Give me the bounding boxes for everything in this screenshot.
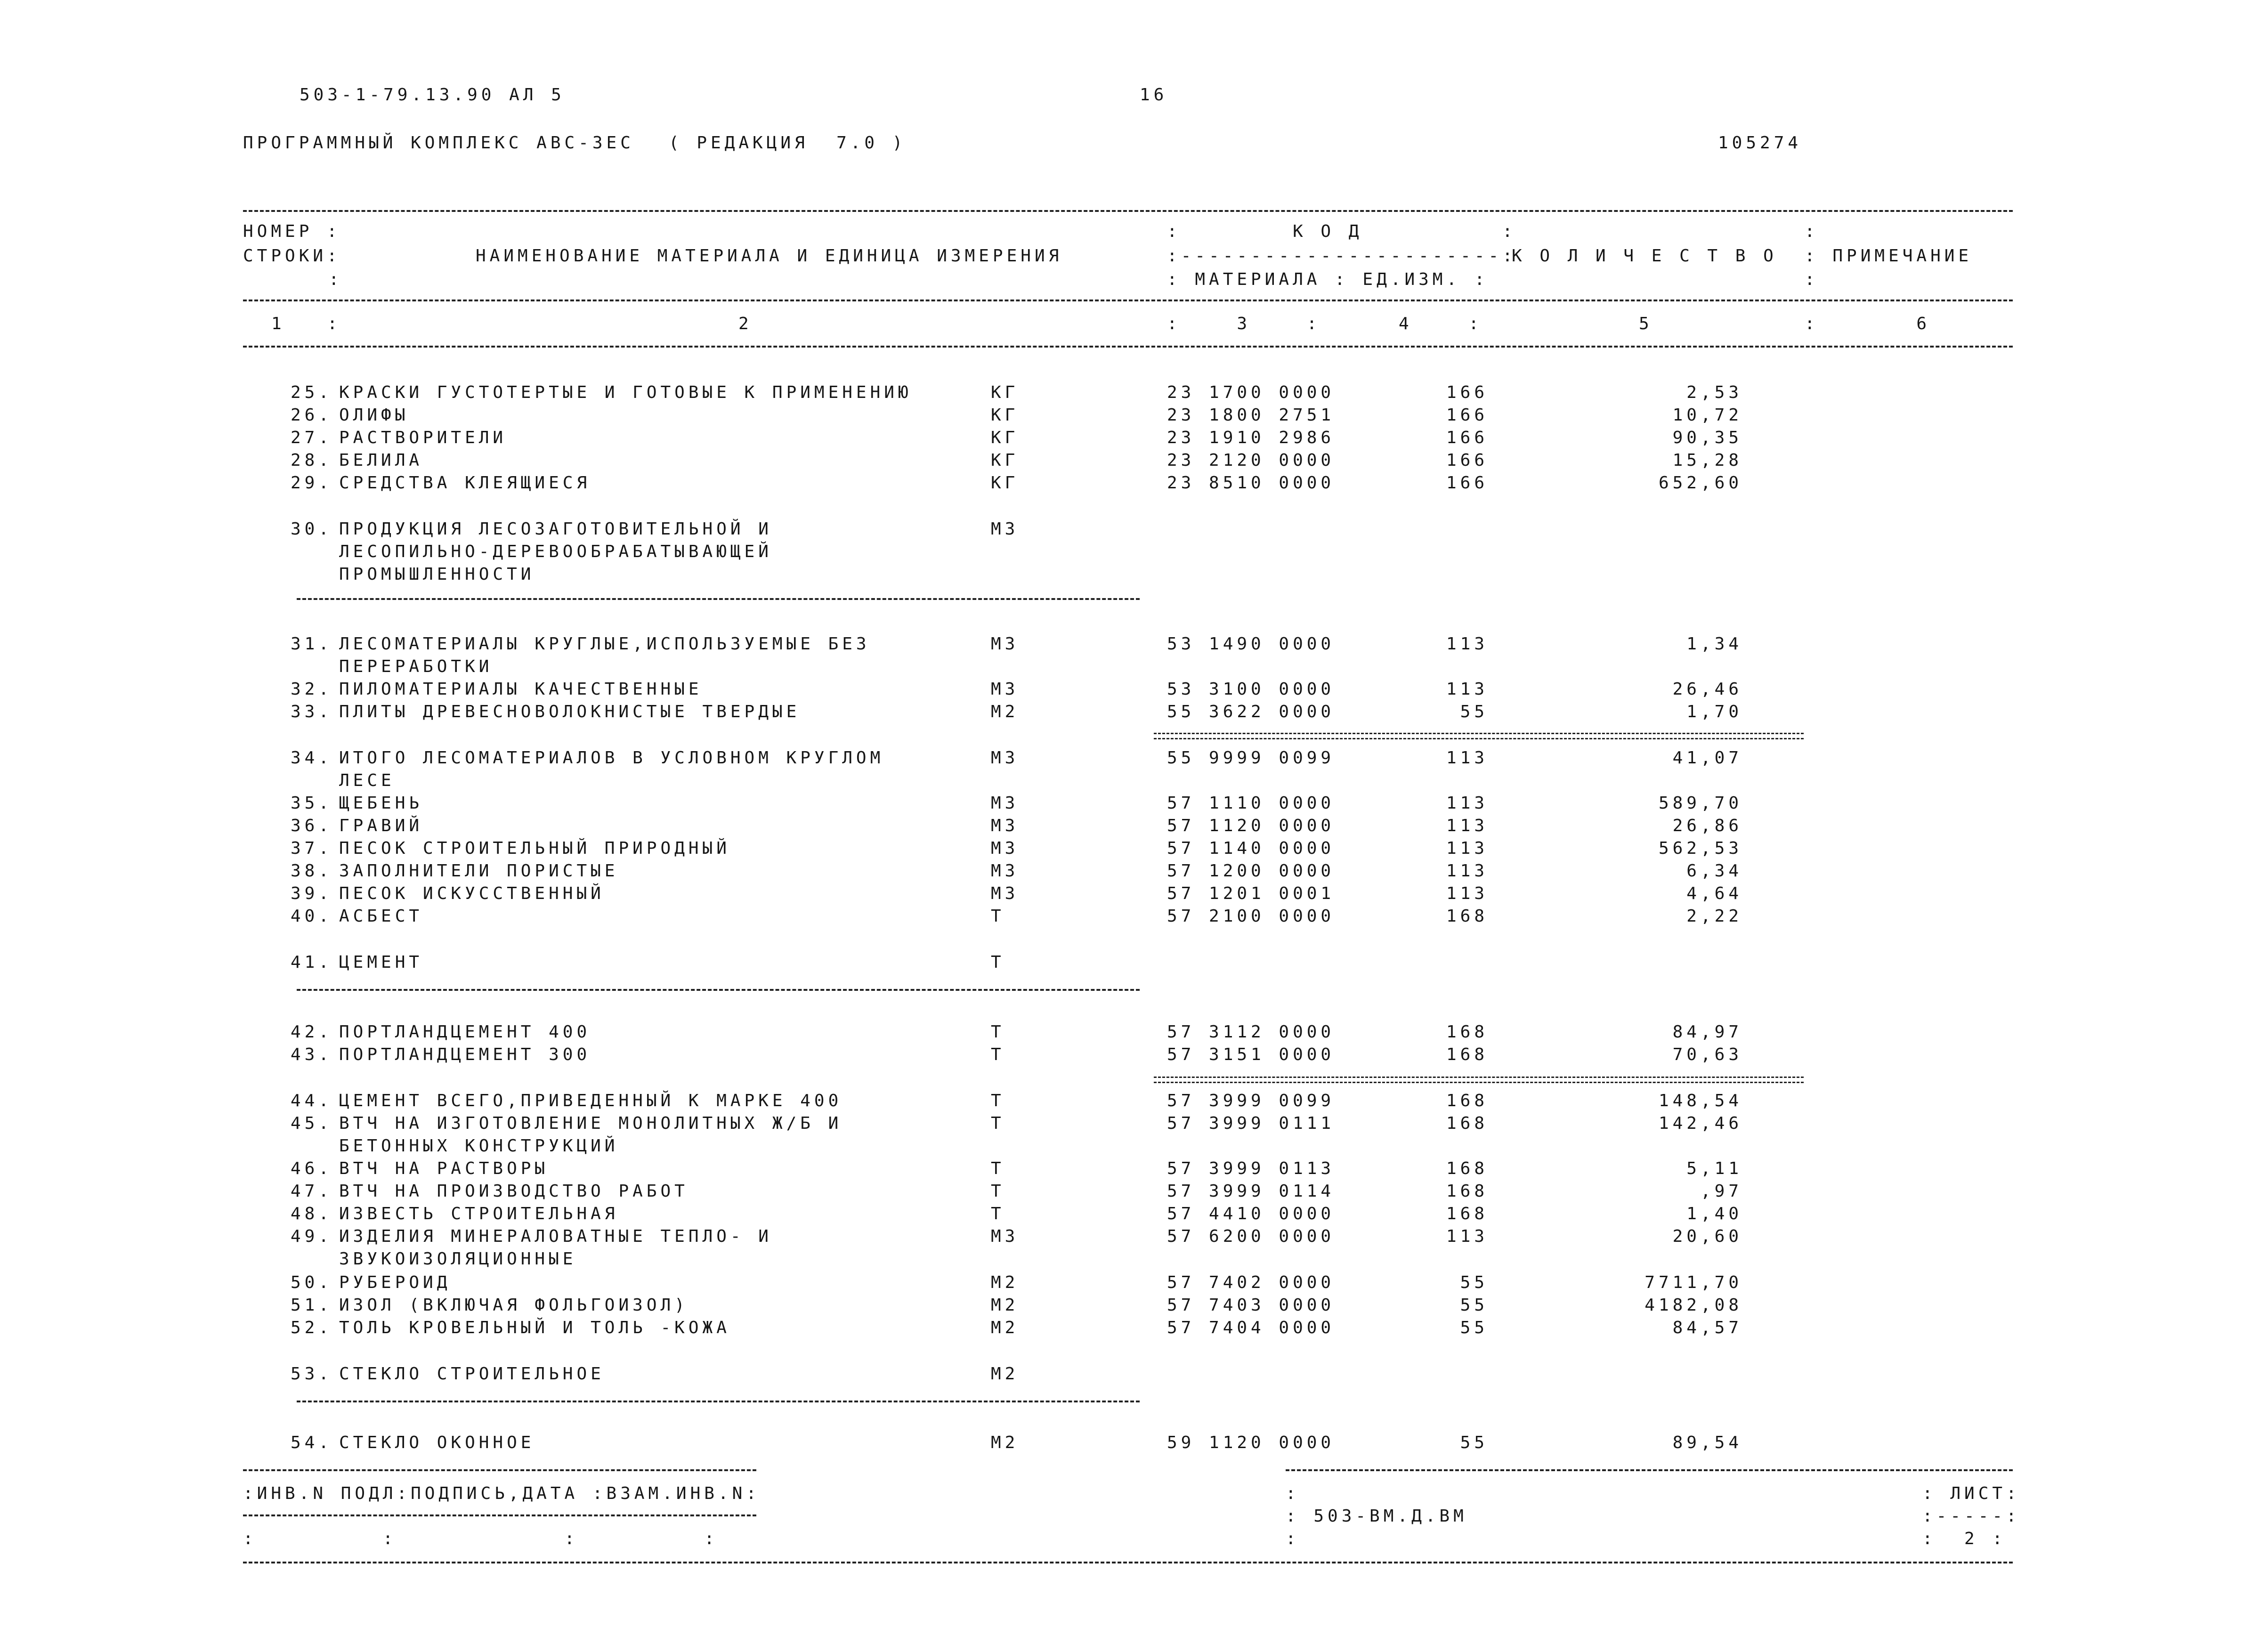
unit-code: 166	[1446, 383, 1488, 402]
doc-block-colon-top: :	[1286, 1484, 1300, 1503]
row-number: 39.	[290, 884, 332, 903]
unit-of-measure: М3	[991, 634, 1019, 654]
material-code: 23 1800 2751	[1167, 405, 1335, 425]
unit-of-measure: М3	[991, 1227, 1019, 1246]
material-code: 23 1910 2986	[1167, 428, 1335, 447]
row-number: 26.	[290, 405, 332, 425]
row-number: 52.	[290, 1318, 332, 1337]
material-code: 57 3151 0000	[1167, 1045, 1335, 1064]
table-top-rule	[243, 210, 2013, 212]
unit-of-measure: КГ	[991, 428, 1019, 447]
stamp-top-rule	[243, 1469, 756, 1471]
page-number: 16	[1140, 85, 1168, 105]
column-number-4: 4 :	[1399, 314, 1483, 333]
unit-of-measure: М3	[991, 748, 1019, 768]
unit-code: 113	[1446, 861, 1488, 881]
material-name: ВТЧ НА ИЗГОТОВЛЕНИЕ МОНОЛИТНЫХ Ж/Б И	[339, 1114, 842, 1133]
quantity-value: 148,54	[1658, 1091, 1742, 1110]
quantity-value: 4,64	[1686, 884, 1742, 903]
material-name-header: НАИМЕНОВАНИЕ МАТЕРИАЛА И ЕДИНИЦА ИЗМЕРЕНИЯ	[476, 246, 1063, 266]
material-code: 53 1490 0000	[1167, 634, 1335, 654]
material-name: ЗАПОЛНИТЕЛИ ПОРИСТЫЕ	[339, 861, 619, 881]
material-code: 53 3100 0000	[1167, 680, 1335, 699]
material-code: 57 7402 0000	[1167, 1273, 1335, 1292]
program-edition: ( РЕДАКЦИЯ 7.0 )	[669, 133, 907, 153]
code-number: 105274	[1718, 133, 1802, 153]
quantity-value: 589,70	[1658, 794, 1742, 813]
material-name: ПЛИТЫ ДРЕВЕСНОВОЛОКНИСТЫЕ ТВЕРДЫЕ	[339, 702, 801, 721]
page-bottom-rule	[243, 1562, 2013, 1563]
material-name: ПРОДУКЦИЯ ЛЕСОЗАГОТОВИТЕЛЬНОЙ И	[339, 519, 772, 539]
row-number: 42.	[290, 1022, 332, 1042]
unit-of-measure: КГ	[991, 451, 1019, 470]
row-number: 49.	[290, 1227, 332, 1246]
sheet-separator: :-----:	[1922, 1506, 2020, 1526]
material-name-continuation: ЛЕСЕ	[339, 771, 395, 790]
unit-of-measure: КГ	[991, 405, 1019, 425]
material-code: 57 3999 0099	[1167, 1091, 1335, 1110]
document-designation: : 503-ВМ.Д.ВМ	[1286, 1506, 1467, 1526]
row-number: 38.	[290, 861, 332, 881]
material-name: ЛЕСОМАТЕРИАЛЫ КРУГЛЫЕ,ИСПОЛЬЗУЕМЫЕ БЕЗ	[339, 634, 870, 654]
quantity-value: 41,07	[1672, 748, 1742, 768]
unit-code: 168	[1446, 1182, 1488, 1201]
row-number: 34.	[290, 748, 332, 768]
unit-code: 55	[1460, 1273, 1488, 1292]
material-name: ИЗДЕЛИЯ МИНЕРАЛОВАТНЫЕ ТЕПЛО- И	[339, 1227, 772, 1246]
unit-code: 113	[1446, 884, 1488, 903]
material-name: ЩЕБЕНЬ	[339, 794, 423, 813]
material-code: 57 7404 0000	[1167, 1318, 1335, 1337]
quantity-value: 2,22	[1686, 907, 1742, 926]
note-header-top-colon: :	[1805, 222, 1819, 241]
row-number: 44.	[290, 1091, 332, 1110]
unit-of-measure: М2	[991, 1364, 1019, 1384]
quantity-value: 10,72	[1672, 405, 1742, 425]
row-number: 35.	[290, 794, 332, 813]
stamp-cells: : : : :	[243, 1529, 718, 1548]
material-name: АСБЕСТ	[339, 907, 423, 926]
row-number: 36.	[290, 816, 332, 835]
material-name: СТЕКЛО СТРОИТЕЛЬНОЕ	[339, 1364, 605, 1384]
material-code: 57 3999 0114	[1167, 1182, 1335, 1201]
unit-of-measure: Т	[991, 1114, 1005, 1133]
quantity-value: 15,28	[1672, 451, 1742, 470]
unit-of-measure: М3	[991, 861, 1019, 881]
row-number-header-1: НОМЕР :	[243, 222, 341, 241]
unit-code: 166	[1446, 428, 1488, 447]
unit-code: 113	[1446, 1227, 1488, 1246]
unit-of-measure: М3	[991, 680, 1019, 699]
unit-code: 168	[1446, 1022, 1488, 1042]
row-number: 46.	[290, 1159, 332, 1178]
code-header-top: : К О Д :	[1167, 222, 1516, 241]
unit-of-measure: Т	[991, 1022, 1005, 1042]
row-number-header-2: СТРОКИ:	[243, 246, 341, 266]
row-number: 53.	[290, 1364, 332, 1384]
unit-of-measure: М2	[991, 702, 1019, 721]
row-number: 37.	[290, 839, 332, 858]
row-number: 32.	[290, 680, 332, 699]
document-code: 503-1-79.13.90 АЛ 5	[300, 85, 565, 105]
unit-of-measure: М3	[991, 519, 1019, 539]
row-number: 48.	[290, 1204, 332, 1223]
unit-code: 166	[1446, 405, 1488, 425]
material-name: ПОРТЛАНДЦЕМЕНТ 400	[339, 1022, 591, 1042]
material-name: ПОРТЛАНДЦЕМЕНТ 300	[339, 1045, 591, 1064]
unit-of-measure: М3	[991, 816, 1019, 835]
column-number-1: 1 :	[271, 314, 341, 333]
material-name: ПИЛОМАТЕРИАЛЫ КАЧЕСТВЕННЫЕ	[339, 680, 703, 699]
material-code: 57 3999 0111	[1167, 1114, 1335, 1133]
unit-code: 113	[1446, 748, 1488, 768]
row-number: 51.	[290, 1296, 332, 1315]
material-name: ВТЧ НА ПРОИЗВОДСТВО РАБОТ	[339, 1182, 689, 1201]
unit-of-measure: Т	[991, 953, 1005, 972]
quantity-value: 20,60	[1672, 1227, 1742, 1246]
material-name-continuation: ПРОМЫШЛЕННОСТИ	[339, 565, 535, 584]
unit-code: 168	[1446, 1114, 1488, 1133]
row-number: 40.	[290, 907, 332, 926]
material-name-continuation: БЕТОННЫХ КОНСТРУКЦИЙ	[339, 1136, 619, 1156]
header-rule	[243, 300, 2013, 301]
quantity-value: ,97	[1700, 1182, 1742, 1201]
quantity-value: 90,35	[1672, 428, 1742, 447]
material-code: 55 3622 0000	[1167, 702, 1335, 721]
stamp-mid-rule	[243, 1514, 756, 1516]
material-name: ПЕСОК СТРОИТЕЛЬНЫЙ ПРИРОДНЫЙ	[339, 839, 730, 858]
quantity-value: 5,11	[1686, 1159, 1742, 1178]
row-number: 31.	[290, 634, 332, 654]
subtotal-rule	[1154, 1077, 1804, 1083]
program-title: ПРОГРАММНЫЙ КОМПЛЕКС АВС-3ЕС	[243, 133, 634, 153]
doc-block-top-rule	[1286, 1469, 2013, 1471]
unit-of-measure: Т	[991, 1204, 1005, 1223]
unit-code: 166	[1446, 451, 1488, 470]
unit-of-measure: М3	[991, 839, 1019, 858]
quantity-value: 84,57	[1672, 1318, 1742, 1337]
material-code: 57 3112 0000	[1167, 1022, 1335, 1042]
row-number: 30.	[290, 519, 332, 539]
unit-code: 113	[1446, 794, 1488, 813]
material-name: РУБЕРОИД	[339, 1273, 451, 1292]
material-code: 55 9999 0099	[1167, 748, 1335, 768]
group-rule	[297, 598, 1140, 600]
material-name-continuation: ЗВУКОИЗОЛЯЦИОННЫЕ	[339, 1249, 577, 1269]
material-code: 57 7403 0000	[1167, 1296, 1335, 1315]
material-code: 23 8510 0000	[1167, 473, 1335, 493]
quantity-value: 2,53	[1686, 383, 1742, 402]
column-number-6: : 6	[1805, 314, 1931, 333]
row-number: 54.	[290, 1433, 332, 1452]
column-number-5: 5	[1639, 314, 1653, 333]
unit-of-measure: Т	[991, 1045, 1005, 1064]
doc-block-colon-bottom: :	[1286, 1529, 1300, 1548]
material-code: 57 4410 0000	[1167, 1204, 1335, 1223]
unit-code: 168	[1446, 1045, 1488, 1064]
quantity-value: 89,54	[1672, 1433, 1742, 1452]
quantity-value: 142,46	[1658, 1114, 1742, 1133]
unit-of-measure: М2	[991, 1273, 1019, 1292]
quantity-value: 70,63	[1672, 1045, 1742, 1064]
row-number: 33.	[290, 702, 332, 721]
unit-of-measure: КГ	[991, 383, 1019, 402]
material-code: 23 2120 0000	[1167, 451, 1335, 470]
quantity-value: 562,53	[1658, 839, 1742, 858]
row-number: 50.	[290, 1273, 332, 1292]
group-rule	[297, 989, 1140, 991]
unit-of-measure: М3	[991, 794, 1019, 813]
row-number: 29.	[290, 473, 332, 493]
unit-of-measure: Т	[991, 1091, 1005, 1110]
unit-code: 55	[1460, 702, 1488, 721]
sheet-label: : ЛИСТ:	[1922, 1484, 2020, 1503]
note-header: : ПРИМЕЧАНИЕ	[1805, 246, 1973, 266]
material-name: ГРАВИЙ	[339, 816, 423, 835]
unit-of-measure: М2	[991, 1318, 1019, 1337]
quantity-value: 1,40	[1686, 1204, 1742, 1223]
unit-code: 55	[1460, 1318, 1488, 1337]
column-number-2: 2	[738, 314, 753, 333]
unit-code: 113	[1446, 816, 1488, 835]
material-code: 57 1110 0000	[1167, 794, 1335, 813]
unit-of-measure: М3	[991, 884, 1019, 903]
material-code: 57 1201 0001	[1167, 884, 1335, 903]
column-number-3: : 3 :	[1167, 314, 1321, 333]
unit-of-measure: М2	[991, 1296, 1019, 1315]
material-code: 57 6200 0000	[1167, 1227, 1335, 1246]
row-number: 45.	[290, 1114, 332, 1133]
row-number: 28.	[290, 451, 332, 470]
unit-code: 168	[1446, 1159, 1488, 1178]
material-name: ЦЕМЕНТ	[339, 953, 423, 972]
material-code: 59 1120 0000	[1167, 1433, 1335, 1452]
row-number: 43.	[290, 1045, 332, 1064]
column-number-rule	[243, 346, 2013, 348]
material-name: ТОЛЬ КРОВЕЛЬНЫЙ И ТОЛЬ -КОЖА	[339, 1318, 730, 1337]
group-rule	[297, 1401, 1140, 1402]
material-name-continuation: ЛЕСОПИЛЬНО-ДЕРЕВООБРАБАТЫВАЮЩЕЙ	[339, 542, 772, 561]
unit-code: 113	[1446, 634, 1488, 654]
material-name: СРЕДСТВА КЛЕЯЩИЕСЯ	[339, 473, 591, 493]
material-name: ПЕСОК ИСКУССТВЕННЫЙ	[339, 884, 605, 903]
material-name: ВТЧ НА РАСТВОРЫ	[339, 1159, 549, 1178]
unit-of-measure: Т	[991, 907, 1005, 926]
row-number: 27.	[290, 428, 332, 447]
material-code: 23 1700 0000	[1167, 383, 1335, 402]
material-name: БЕЛИЛА	[339, 451, 423, 470]
unit-code: 55	[1460, 1433, 1488, 1452]
quantity-value: 84,97	[1672, 1022, 1742, 1042]
material-name: ИТОГО ЛЕСОМАТЕРИАЛОВ В УСЛОВНОМ КРУГЛОМ	[339, 748, 884, 768]
material-code: 57 1200 0000	[1167, 861, 1335, 881]
quantity-value: 7711,70	[1644, 1273, 1742, 1292]
code-header-divider: :-----------------------:	[1167, 246, 1516, 266]
unit-code: 168	[1446, 1204, 1488, 1223]
row-number-header-3: :	[329, 270, 343, 289]
material-name-continuation: ПЕРЕРАБОТКИ	[339, 657, 493, 676]
unit-code: 168	[1446, 907, 1488, 926]
row-number: 47.	[290, 1182, 332, 1201]
material-code: 57 2100 0000	[1167, 907, 1335, 926]
unit-code: 168	[1446, 1091, 1488, 1110]
material-name: КРАСКИ ГУСТОТЕРТЫЕ И ГОТОВЫЕ К ПРИМЕНЕНИЮ	[339, 383, 912, 402]
material-name: СТЕКЛО ОКОННОЕ	[339, 1433, 535, 1452]
material-name: ОЛИФЫ	[339, 405, 409, 425]
quantity-header: К О Л И Ч Е С Т В О	[1512, 246, 1777, 266]
quantity-value: 26,86	[1672, 816, 1742, 835]
unit-of-measure: Т	[991, 1182, 1005, 1201]
subtotal-rule	[1154, 733, 1804, 739]
sheet-number: : 2 :	[1922, 1529, 2007, 1548]
material-name: РАСТВОРИТЕЛИ	[339, 428, 507, 447]
quantity-value: 4182,08	[1644, 1296, 1742, 1315]
row-number: 41.	[290, 953, 332, 972]
quantity-value: 1,70	[1686, 702, 1742, 721]
quantity-value: 6,34	[1686, 861, 1742, 881]
unit-of-measure: Т	[991, 1159, 1005, 1178]
material-name: ИЗВЕСТЬ СТРОИТЕЛЬНАЯ	[339, 1204, 619, 1223]
quantity-value: 26,46	[1672, 680, 1742, 699]
note-header-bottom-colon: :	[1805, 270, 1819, 289]
quantity-value: 652,60	[1658, 473, 1742, 493]
material-code: 57 1140 0000	[1167, 839, 1335, 858]
unit-code: 55	[1460, 1296, 1488, 1315]
unit-code: 166	[1446, 473, 1488, 493]
material-code: 57 1120 0000	[1167, 816, 1335, 835]
unit-code: 113	[1446, 680, 1488, 699]
material-name: ЦЕМЕНТ ВСЕГО,ПРИВЕДЕННЫЙ К МАРКЕ 400	[339, 1091, 842, 1110]
quantity-value: 1,34	[1686, 634, 1742, 654]
row-number: 25.	[290, 383, 332, 402]
unit-of-measure: КГ	[991, 473, 1019, 493]
material-code: 57 3999 0113	[1167, 1159, 1335, 1178]
material-name: ИЗОЛ (ВКЛЮЧАЯ ФОЛЬГОИЗОЛ)	[339, 1296, 689, 1315]
code-header-bottom: : МАТЕРИАЛА : ЕД.ИЗМ. :	[1167, 270, 1489, 289]
unit-code: 113	[1446, 839, 1488, 858]
unit-of-measure: М2	[991, 1433, 1019, 1452]
stamp-header: :ИНВ.N ПОДЛ:ПОДПИСЬ,ДАТА :ВЗАМ.ИНВ.N:	[243, 1484, 760, 1503]
